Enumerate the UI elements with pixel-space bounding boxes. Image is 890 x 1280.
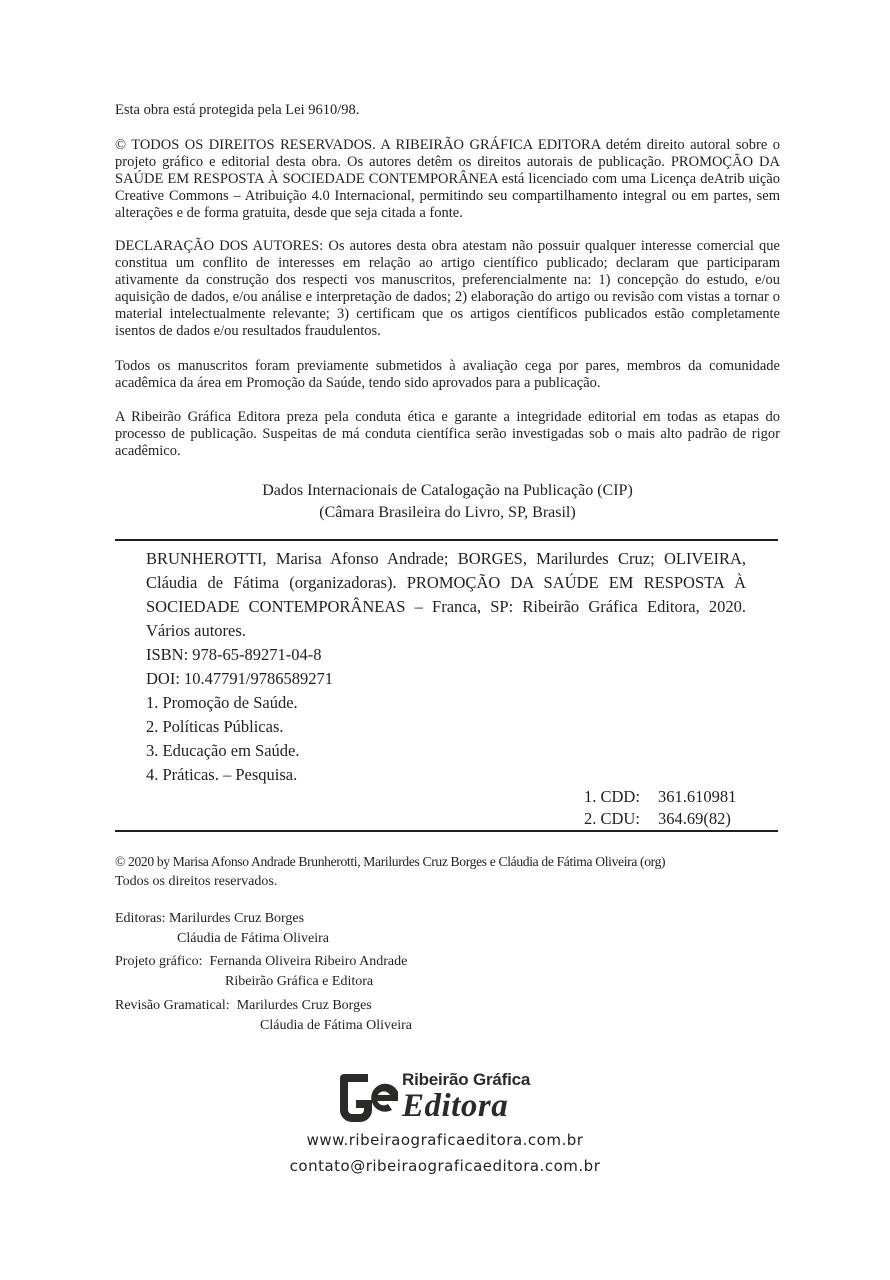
logo-top-text: Ribeirão Gráfica — [402, 1070, 531, 1089]
designer-name: Ribeirão Gráfica e Editora — [225, 974, 374, 989]
editors-label: Editoras: — [115, 911, 166, 926]
cip-heading-line1: Dados Internacionais de Catalogação na Publicação (CIP) — [262, 482, 633, 499]
cdd-label: 1. CDD: — [584, 787, 640, 806]
cip-heading-line2: (Câmara Brasileira do Livro, SP, Brasil) — [319, 504, 576, 521]
cdu-label: 2. CDU: — [584, 809, 640, 828]
logo-bottom-text: Editora — [402, 1088, 509, 1124]
cip-heading — [115, 480, 780, 524]
subject-item: 2. Políticas Públicas. — [146, 717, 284, 736]
review-credit — [115, 996, 412, 1036]
cip-top-rule — [115, 539, 778, 541]
cdu-value: 364.69(82) — [658, 809, 731, 828]
editor-name: Marilurdes Cruz Borges — [169, 911, 305, 926]
reviewer-name: Cláudia de Fátima Oliveira — [260, 1018, 413, 1033]
designer-name: Fernanda Oliveira Ribeiro Andrade — [209, 954, 408, 969]
design-credit — [115, 952, 407, 992]
rights-notice: © TODOS OS DIREITOS RESERVADOS. A RIBEIRÃO GRÁFICA EDITORA detém direito autoral sobre o projeto gráfico e editorial desta obra. Os autores detêm os direitos autorais de publicação. PROMOÇÃO DA SAÚDE EM RESPOSTA À SOCIEDADE CONTEMPORÂNEA está licenciado com uma Licença deAtrib uição Creative Commons – Atribuição 4.0 Internacional, permitindo seu compartilhamento integral ou em partes, sem alterações e de forma gratuita, desde que seja citada a fonte. — [115, 137, 780, 221]
classification — [584, 786, 784, 830]
publisher-monogram-icon — [336, 1070, 402, 1126]
design-label: Projeto gráfico: — [115, 954, 203, 969]
publisher-website[interactable]: www.ribeiraograficaeditora.com.br — [306, 1131, 584, 1149]
cdd-value: 361.610981 — [658, 787, 737, 806]
review-label: Revisão Gramatical: — [115, 998, 230, 1013]
publisher-email[interactable]: contato@ribeiraograficaeditora.com.br — [289, 1157, 601, 1175]
cip-reference: BRUNHEROTTI, Marisa Afonso Andrade; BORGES, Marilurdes Cruz; OLIVEIRA, Cláudia de Fátima (organizadoras). PROMOÇÃO DA SAÚDE EM RESPOSTA À SOCIEDADE CONTEMPORÂNEAS – Franca, SP: Ribeirão Gráfica Editora, 2020. Vários autores. — [146, 549, 746, 640]
subject-item: 1. Promoção de Saúde. — [146, 693, 298, 712]
rights-reserved-line: Todos os direitos reservados. — [115, 874, 278, 889]
cip-bottom-rule — [115, 830, 778, 832]
reviewer-name: Marilurdes Cruz Borges — [236, 998, 372, 1013]
cdu-row — [584, 808, 784, 830]
cdd-row — [584, 786, 784, 808]
editor-name: Cláudia de Fátima Oliveira — [177, 931, 330, 946]
publisher-logo — [336, 1068, 556, 1128]
law-notice: Esta obra está protegida pela Lei 9610/98. — [115, 102, 360, 118]
isbn: ISBN: 978-65-89271-04-8 — [146, 645, 322, 664]
subject-item: 4. Práticas. – Pesquisa. — [146, 765, 298, 784]
cip-record — [146, 547, 746, 787]
copyright-line: © 2020 by Marisa Afonso Andrade Brunherotti, Marilurdes Cruz Borges e Cláudia de Fátima Oliveira (org) — [115, 854, 666, 869]
editors-credit — [115, 909, 329, 949]
authors-declaration: DECLARAÇÃO DOS AUTORES: Os autores desta obra atestam não possuir qualquer interesse comercial que constitua um conflito de interesses em relação ao artigo científico publicado; declaram que participaram ativamente da construção dos respecti vos manuscritos, preferencialmente na: 1) concepção do estudo, e/ou aquisição de dados, e/ou análise e interpretação de dados; 2) elaboração do artigo ou revisão com vistas a tornar o material intelectualmente relevante; 3) certificam que os artigos científicos publicados estão completamente isentos de dados e/ou resultados fraudulentos. — [115, 238, 780, 339]
ethics-notice: A Ribeirão Gráfica Editora preza pela conduta ética e garante a integridade editorial em todas as etapas do processo de publicação. Suspeitas de má conduta científica serão investigadas sob o mais alto padrão de rigor acadêmico. — [115, 409, 780, 459]
doi: DOI: 10.47791/9786589271 — [146, 669, 333, 688]
copyright-statement — [115, 852, 785, 892]
peer-review-notice: Todos os manuscritos foram previamente submetidos à avaliação cega por pares, membros da comunidade acadêmica da área em Promoção da Saúde, tendo sido aprovados para a publicação. — [115, 358, 780, 391]
subject-item: 3. Educação em Saúde. — [146, 741, 300, 760]
